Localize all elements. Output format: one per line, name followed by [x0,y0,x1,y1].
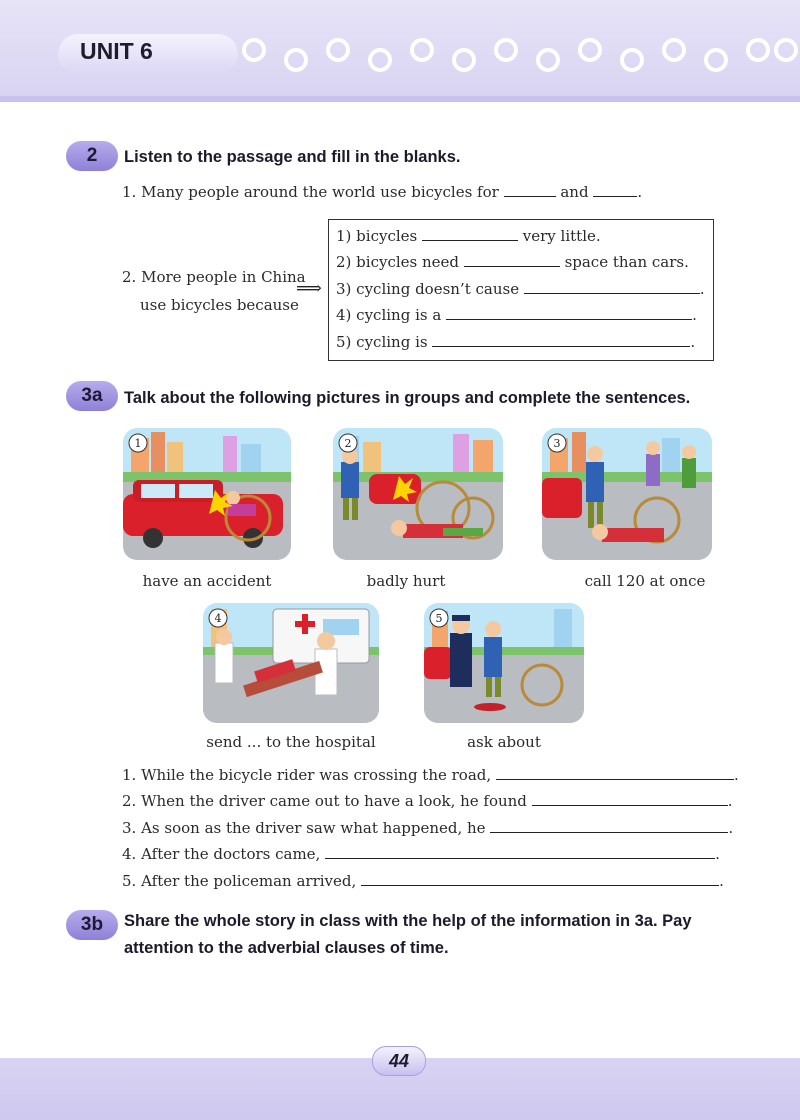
arrow-icon: ⟹ [296,278,322,299]
picture-5-policeman [424,603,584,723]
blank[interactable] [532,791,728,806]
sentence-line: 1. While the bicycle rider was crossing the road, . [122,766,739,784]
reason-line: 1) bicycles very little. [336,227,601,245]
picture-caption: badly hurt [366,572,446,590]
section-3a-heading: Talk about the following pictures in groups and complete the sentences. [124,389,691,407]
picture-number: 5 [435,612,443,625]
section-2-item-1: 1. Many people around the world use bicycles for and . [122,183,643,201]
section-2-heading: Listen to the passage and fill in the blanks. [124,148,461,166]
section-2-item-2-line2: use bicycles because [140,296,299,314]
picture-caption: call 120 at once [584,572,706,590]
blank[interactable] [432,332,690,347]
reason-line: 4) cycling is a . [336,306,697,324]
blank[interactable] [464,252,560,267]
section-3b-badge: 3b [66,910,118,940]
reason-line: 5) cycling is . [336,333,696,351]
blank[interactable] [524,279,700,294]
picture-number: 1 [134,437,142,450]
blank[interactable] [446,305,692,320]
section-3b-heading-line1: Share the whole story in class with the help of the information in 3a. Pay [124,912,692,930]
picture-number: 3 [553,437,561,450]
page-number: 44 [372,1046,426,1076]
unit-label: UNIT 6 [80,38,153,64]
picture-1-accident [123,428,291,560]
blank[interactable] [504,182,556,197]
decorative-circles [238,36,800,76]
blank[interactable] [325,844,715,859]
picture-2-badly-hurt [333,428,503,560]
sentence-line: 2. When the driver came out to have a look, he found . [122,792,733,810]
sentence-line: 3. As soon as the driver saw what happened, he . [122,819,734,837]
blank[interactable] [422,226,518,241]
blank[interactable] [490,818,728,833]
picture-4-hospital [203,603,379,723]
picture-number: 4 [214,612,222,625]
picture-caption: send ... to the hospital [206,733,376,751]
sentence-line: 5. After the policeman arrived, . [122,872,724,890]
picture-caption: have an accident [142,572,272,590]
reason-line: 2) bicycles need space than cars. [336,253,689,271]
blank[interactable] [361,871,719,886]
picture-number: 2 [344,437,352,450]
section-3a-badge: 3a [66,381,118,411]
blank[interactable] [593,182,637,197]
picture-caption: ask about [467,733,541,751]
header-divider [0,96,800,102]
section-3b-heading-line2: attention to the adverbial clauses of time. [124,939,449,957]
sentence-line: 4. After the doctors came, . [122,845,720,863]
blank[interactable] [496,765,734,780]
picture-3-call-120 [542,428,712,560]
section-2-item-2-line1: 2. More people in China [122,268,306,286]
reason-line: 3) cycling doesn’t cause . [336,280,705,298]
section-2-badge: 2 [66,141,118,171]
